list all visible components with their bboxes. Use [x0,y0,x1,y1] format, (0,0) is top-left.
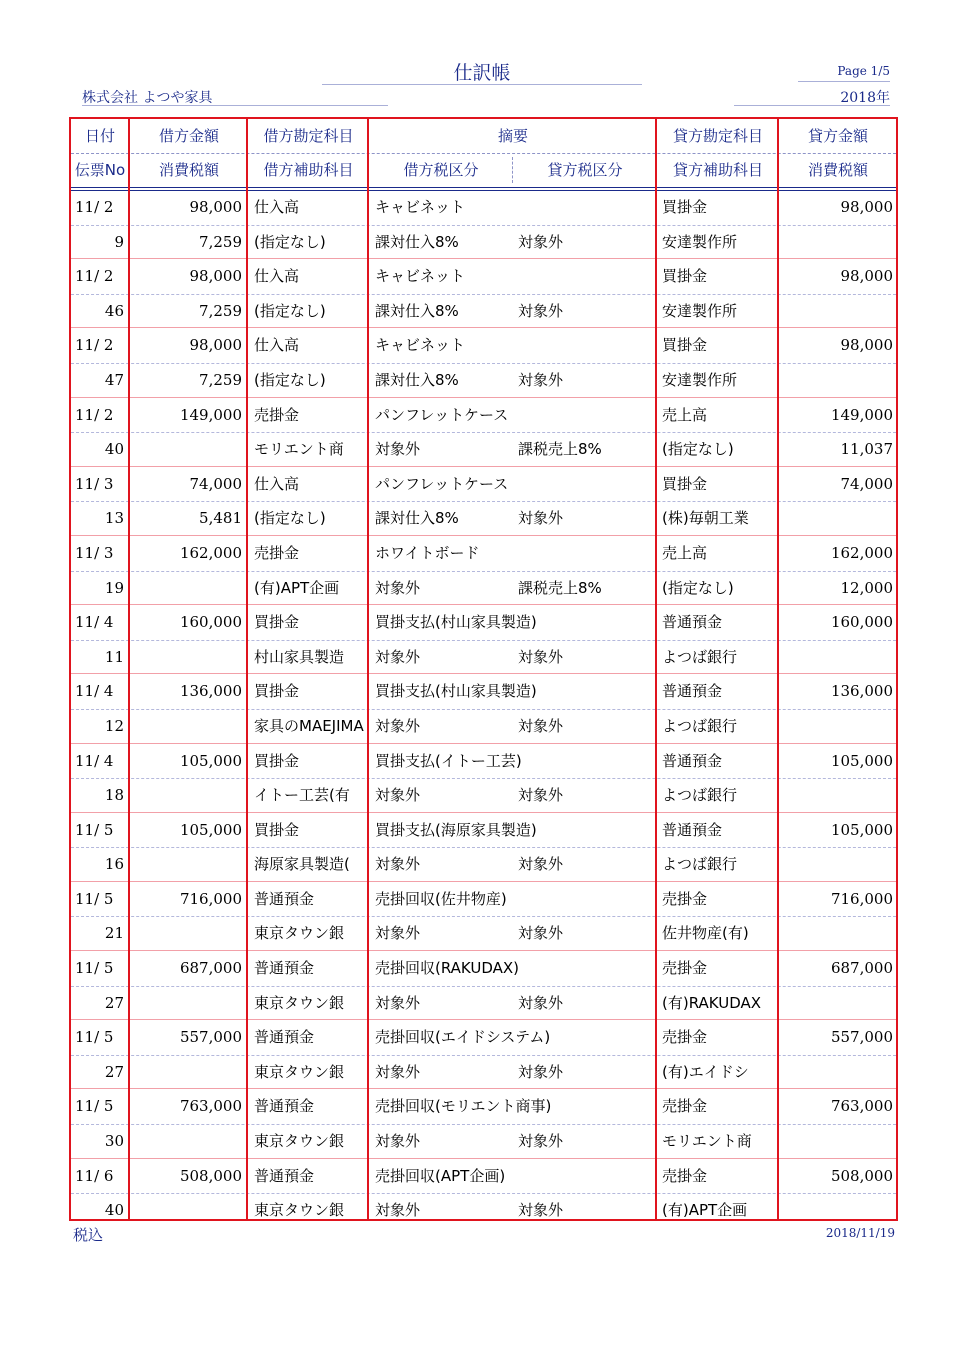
summary: キャビネット [375,336,466,355]
summary: ホワイトボード [375,543,480,562]
credit-amount: 98,000 [840,267,893,286]
debit-tax-class: 対象外 [375,440,421,459]
credit-sub-account: よつば銀行 [662,855,738,874]
entry-line-1 [71,328,896,364]
header-debit-sub: 借方補助科目 [263,161,354,179]
debit-sub-account: (指定なし) [254,370,326,389]
credit-tax-class: 対象外 [518,786,564,805]
credit-tax-class: 対象外 [518,855,564,874]
journal-entry [71,259,896,328]
tax-included-note: 税込 [73,1226,104,1244]
entry-line-2 [71,847,896,882]
debit-amount: 98,000 [189,336,242,355]
credit-account: 売上高 [662,405,708,424]
debit-tax [131,432,242,467]
entry-line-1 [71,674,896,710]
debit-account: 買掛金 [254,820,300,839]
header-credit-amount: 貸方金額 [807,127,868,145]
entry-line-2 [71,363,896,398]
debit-account: 仕入高 [254,198,300,216]
credit-account: 普通預金 [662,682,723,701]
credit-tax [780,294,893,329]
debit-account: 仕入高 [254,336,300,355]
entry-line-1 [71,1020,896,1056]
debit-tax [131,847,242,882]
header-date: 日付 [84,127,115,145]
page-title: 仕訳帳 [322,58,642,85]
entry-date: 11/ 6 [75,1166,114,1185]
credit-tax [780,916,893,951]
debit-sub-account: 海原家具製造( [254,855,350,874]
credit-sub-account: (指定なし) [662,578,734,597]
credit-tax: 11,037 [840,440,893,459]
credit-amount: 98,000 [840,336,893,355]
debit-amount: 74,000 [189,474,242,493]
header-row-1 [71,119,896,154]
voucher-no: 40 [104,440,124,459]
credit-tax-class: 対象外 [518,993,564,1012]
entry-line-2 [71,225,896,260]
voucher-no: 12 [104,716,124,735]
credit-amount: 136,000 [830,682,893,701]
debit-tax-class: 対象外 [375,855,421,874]
debit-account: 買掛金 [254,682,300,701]
credit-sub-account: 安達製作所 [662,301,738,320]
credit-sub-account: 佐井物産(有) [662,924,749,943]
debit-tax-class: 対象外 [375,1132,421,1151]
credit-tax-class: 対象外 [518,1132,564,1151]
entry-date: 11/ 5 [75,889,114,908]
summary: 売掛回収(エイドシステム) [375,1028,551,1047]
credit-account: 売掛金 [662,1166,708,1185]
debit-amount: 687,000 [179,959,242,978]
debit-amount: 105,000 [179,751,242,770]
credit-tax-class: 対象外 [518,301,564,320]
summary: キャビネット [375,198,466,216]
credit-account: 買掛金 [662,198,708,216]
credit-amount: 763,000 [830,1097,893,1116]
voucher-no: 16 [104,855,124,874]
journal-entry [71,1159,896,1228]
debit-account: 普通預金 [254,889,315,908]
debit-sub-account: 村山家具製造 [254,647,345,666]
debit-amount: 763,000 [179,1097,242,1116]
credit-tax-class: 対象外 [518,1062,564,1081]
credit-tax [780,1055,893,1090]
debit-account: 仕入高 [254,474,300,493]
company-name: 株式会社 よつや家具 [82,87,388,106]
credit-amount: 98,000 [840,198,893,216]
credit-tax [780,1124,893,1159]
entry-line-1 [71,882,896,918]
voucher-no: 18 [104,786,124,805]
entry-date: 11/ 5 [75,820,114,839]
credit-tax [780,986,893,1021]
entry-date: 11/ 4 [75,682,114,701]
debit-tax-class: 課対仕入8% [375,509,459,528]
voucher-no: 27 [104,993,124,1012]
entry-date: 11/ 5 [75,959,114,978]
column-divider [128,119,130,1219]
entry-line-2 [71,986,896,1021]
header-debit-tax: 消費税額 [158,161,219,179]
debit-tax-class: 課対仕入8% [375,301,459,320]
voucher-no: 27 [104,1062,124,1081]
credit-tax [780,225,893,260]
entry-line-2 [71,432,896,467]
credit-account: 普通預金 [662,613,723,632]
debit-account: 売掛金 [254,543,300,562]
entry-date: 11/ 2 [75,267,114,286]
entry-line-2 [71,778,896,813]
column-divider [655,119,657,1219]
tax-class-divider [512,157,513,183]
credit-amount: 105,000 [830,751,893,770]
credit-account: 普通預金 [662,751,723,770]
debit-sub-account: モリエント商 [254,440,344,459]
credit-account: 買掛金 [662,267,708,286]
voucher-no: 19 [104,578,124,597]
credit-amount: 105,000 [830,820,893,839]
journal-entry [71,605,896,674]
debit-tax [131,1193,242,1228]
debit-amount: 149,000 [179,405,242,424]
journal-entry [71,1020,896,1089]
summary: 売掛回収(モリエント商事) [375,1097,552,1116]
journal-table [69,117,898,1221]
debit-account: 売掛金 [254,405,300,424]
debit-sub-account: 東京タウン銀 [254,1062,345,1081]
credit-amount: 160,000 [830,613,893,632]
debit-tax-class: 対象外 [375,786,421,805]
header-credit-account: 貸方勘定科目 [672,127,763,145]
credit-tax: 12,000 [840,578,893,597]
entry-line-1 [71,951,896,987]
entry-date: 11/ 3 [75,474,114,493]
entry-line-1 [71,190,896,226]
credit-account: 売掛金 [662,959,708,978]
credit-account: 売掛金 [662,1097,708,1116]
debit-account: 普通預金 [254,1028,315,1047]
journal-entry [71,882,896,951]
journal-entry [71,190,896,259]
credit-sub-account: (指定なし) [662,440,734,459]
credit-tax [780,778,893,813]
header-credit-sub: 貸方補助科目 [672,161,763,179]
credit-tax-class: 対象外 [518,716,564,735]
debit-tax [131,916,242,951]
debit-sub-account: 東京タウン銀 [254,924,345,943]
debit-amount: 98,000 [189,267,242,286]
credit-sub-account: よつば銀行 [662,647,738,666]
entry-line-1 [71,1159,896,1195]
summary: 買掛支払(村山家具製造) [375,682,537,701]
credit-tax-class: 課税売上8% [518,578,602,597]
debit-sub-account: 東京タウン銀 [254,1132,345,1151]
entry-date: 11/ 2 [75,405,114,424]
voucher-no: 11 [104,647,124,666]
debit-amount: 105,000 [179,820,242,839]
debit-account: 普通預金 [254,1166,315,1185]
debit-sub-account: イトー工芸(有 [254,786,350,805]
header-voucher-no: 伝票No [74,161,126,179]
page-number: Page 1/5 [798,64,890,82]
credit-tax [780,640,893,675]
debit-tax [131,640,242,675]
voucher-no: 13 [104,509,124,528]
summary: パンフレットケース [375,405,509,424]
credit-sub-account: 安達製作所 [662,370,738,389]
credit-account: 買掛金 [662,474,708,493]
debit-tax [131,778,242,813]
credit-sub-account: (株)毎朝工業 [662,509,749,528]
debit-sub-account: 家具のMAEJIMA [254,716,364,735]
credit-tax [780,363,893,398]
credit-tax-class: 対象外 [518,370,564,389]
debit-tax-class: 対象外 [375,578,421,597]
summary: 売掛回収(RAKUDAX) [375,959,520,978]
credit-account: 売掛金 [662,889,708,908]
credit-tax [780,501,893,536]
debit-tax-class: 課対仕入8% [375,370,459,389]
credit-tax-class: 対象外 [518,924,564,943]
voucher-no: 30 [104,1132,124,1151]
journal-entry [71,536,896,605]
summary: パンフレットケース [375,474,509,493]
voucher-no: 21 [104,924,124,943]
debit-account: 普通預金 [254,1097,315,1116]
credit-amount: 557,000 [830,1028,893,1047]
debit-tax-class: 課対仕入8% [375,232,459,251]
journal-entry [71,1089,896,1158]
journal-entry [71,467,896,536]
fiscal-year: 2018年 [734,87,890,106]
entry-line-1 [71,536,896,572]
entry-line-2 [71,1193,896,1228]
entry-line-1 [71,467,896,503]
debit-sub-account: (有)APT企画 [254,578,340,597]
journal-entry [71,951,896,1020]
debit-tax: 7,259 [199,301,242,320]
debit-tax [131,709,242,744]
entry-line-2 [71,709,896,744]
credit-tax-class: 対象外 [518,509,564,528]
debit-sub-account: 東京タウン銀 [254,1201,345,1220]
credit-tax-class: 対象外 [518,1201,564,1220]
debit-tax-class: 対象外 [375,924,421,943]
debit-tax-class: 対象外 [375,993,421,1012]
debit-amount: 136,000 [179,682,242,701]
debit-tax [131,986,242,1021]
credit-amount: 149,000 [830,405,893,424]
debit-sub-account: (指定なし) [254,232,326,251]
debit-account: 普通預金 [254,959,315,978]
debit-account: 買掛金 [254,613,300,632]
header-credit-tax-class: 貸方税区分 [547,161,623,179]
entry-line-2 [71,640,896,675]
debit-sub-account: (指定なし) [254,509,326,528]
credit-account: 売掛金 [662,1028,708,1047]
debit-sub-account: 東京タウン銀 [254,993,345,1012]
debit-account: 仕入高 [254,267,300,286]
debit-tax-class: 対象外 [375,1201,421,1220]
header-debit-amount: 借方金額 [158,127,219,145]
summary: 買掛支払(村山家具製造) [375,613,537,632]
debit-sub-account: (指定なし) [254,301,326,320]
entry-line-1 [71,1089,896,1125]
credit-amount: 687,000 [830,959,893,978]
credit-amount: 508,000 [830,1166,893,1185]
debit-amount: 557,000 [179,1028,242,1047]
header-debit-account: 借方勘定科目 [263,127,354,145]
entry-line-1 [71,813,896,849]
header-summary: 摘要 [497,127,528,145]
entry-line-2 [71,571,896,606]
credit-account: 普通預金 [662,820,723,839]
credit-account: 買掛金 [662,336,708,355]
debit-tax: 5,481 [199,509,242,528]
credit-sub-account: 安達製作所 [662,232,738,251]
entry-line-1 [71,259,896,295]
debit-tax-class: 対象外 [375,647,421,666]
column-divider [777,119,779,1219]
summary: 売掛回収(佐井物産) [375,889,507,908]
entry-line-1 [71,744,896,780]
debit-tax-class: 対象外 [375,1062,421,1081]
entry-date: 11/ 5 [75,1028,114,1047]
credit-tax [780,709,893,744]
credit-amount: 74,000 [840,474,893,493]
header-debit-tax-class: 借方税区分 [403,161,479,179]
entry-date: 11/ 4 [75,613,114,632]
credit-sub-account: よつば銀行 [662,716,738,735]
entry-line-2 [71,1055,896,1090]
debit-account: 買掛金 [254,751,300,770]
header-row-2 [71,153,896,188]
credit-tax [780,1193,893,1228]
column-divider [367,119,369,1219]
summary: 買掛支払(イトー工芸) [375,751,522,770]
debit-amount: 508,000 [179,1166,242,1185]
credit-sub-account: よつば銀行 [662,786,738,805]
voucher-no: 9 [114,232,124,251]
credit-tax-class: 課税売上8% [518,440,602,459]
debit-tax [131,1055,242,1090]
debit-amount: 98,000 [189,198,242,216]
entry-date: 11/ 3 [75,543,114,562]
summary: 売掛回収(APT企画) [375,1166,506,1185]
debit-tax: 7,259 [199,370,242,389]
entry-line-1 [71,398,896,434]
entry-line-2 [71,916,896,951]
debit-tax [131,1124,242,1159]
voucher-no: 40 [104,1201,124,1220]
credit-tax [780,847,893,882]
credit-sub-account: モリエント商 [662,1132,752,1151]
credit-tax-class: 対象外 [518,232,564,251]
voucher-no: 46 [104,301,124,320]
entry-date: 11/ 2 [75,198,114,216]
summary: 買掛支払(海原家具製造) [375,820,537,839]
credit-tax-class: 対象外 [518,647,564,666]
journal-entry [71,398,896,467]
entry-line-2 [71,501,896,536]
debit-amount: 162,000 [179,543,242,562]
debit-tax [131,571,242,606]
entry-line-1 [71,605,896,641]
credit-sub-account: (有)エイドシ [662,1062,749,1081]
journal-entry [71,813,896,882]
print-date: 2018/11/19 [825,1226,895,1240]
credit-amount: 716,000 [830,889,893,908]
header-credit-tax: 消費税額 [807,161,868,179]
journal-entries [71,190,896,1228]
credit-amount: 162,000 [830,543,893,562]
debit-amount: 716,000 [179,889,242,908]
credit-sub-account: (有)RAKUDAX [662,993,762,1012]
summary: キャビネット [375,267,466,286]
entry-line-2 [71,1124,896,1159]
entry-date: 11/ 2 [75,336,114,355]
entry-date: 11/ 5 [75,1097,114,1116]
column-divider [246,119,248,1219]
entry-date: 11/ 4 [75,751,114,770]
entry-line-2 [71,294,896,329]
debit-amount: 160,000 [179,613,242,632]
debit-tax-class: 対象外 [375,716,421,735]
journal-entry [71,744,896,813]
journal-entry [71,328,896,397]
credit-account: 売上高 [662,543,708,562]
debit-tax: 7,259 [199,232,242,251]
credit-sub-account: (有)APT企画 [662,1201,748,1220]
voucher-no: 47 [104,370,124,389]
journal-entry [71,674,896,743]
